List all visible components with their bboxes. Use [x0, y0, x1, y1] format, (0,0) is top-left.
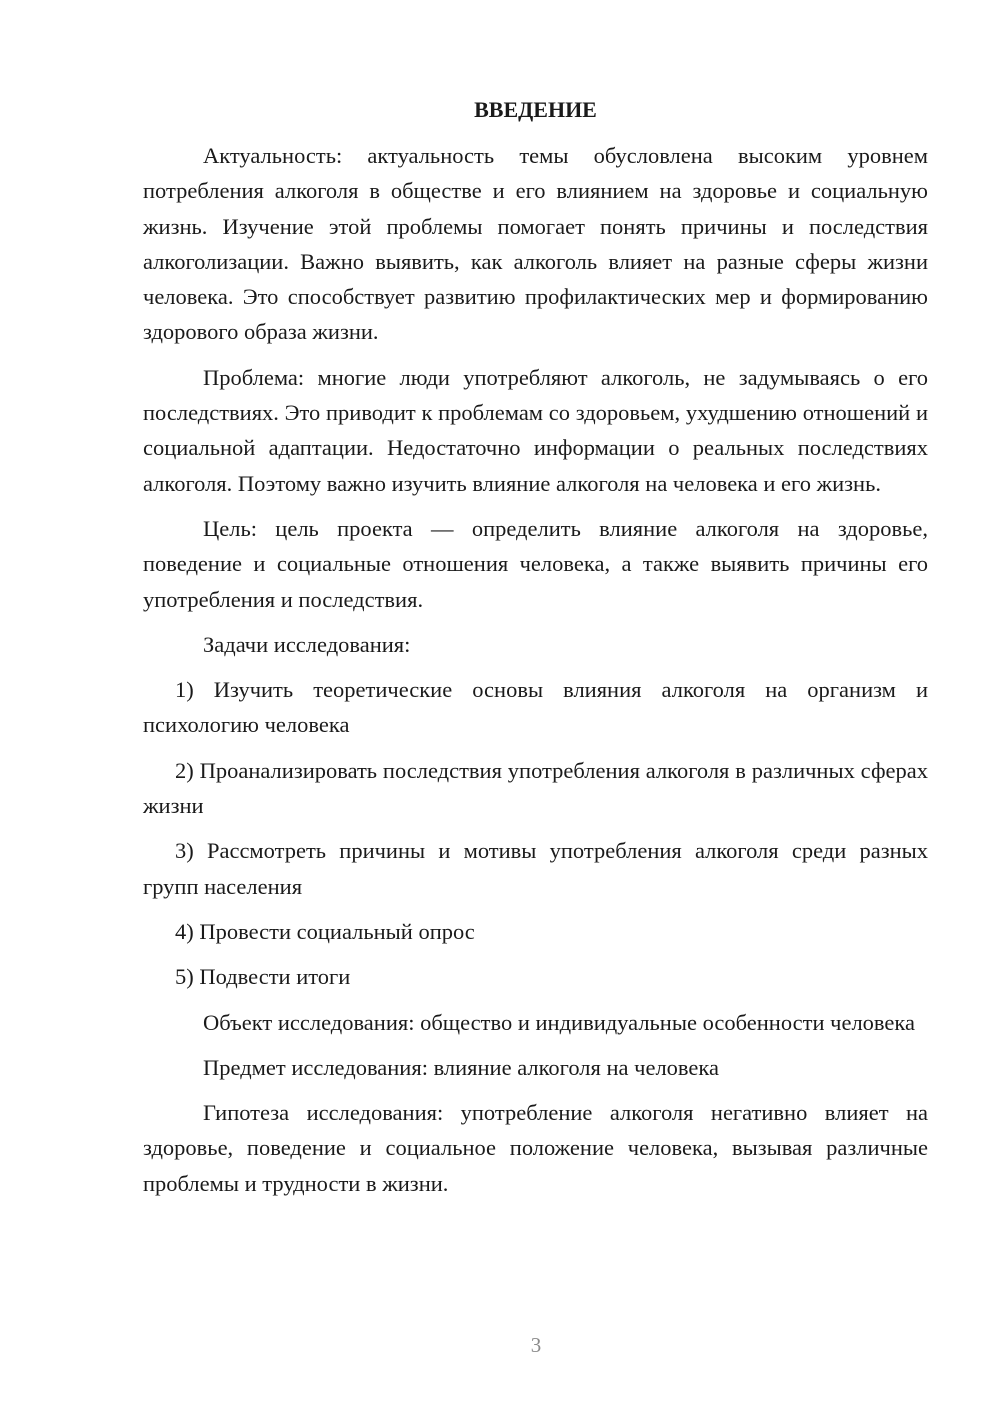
task-item: 2) Проанализировать последствия употребления алкоголя в различных сферах жизни — [143, 757, 928, 819]
page-number: 3 — [530, 1333, 542, 1357]
relevance-paragraph: Актуальность: актуальность темы обусловлена высоким уровнем потребления алкоголя в обществе и его влиянием на здоровье и социальную жизнь. Изучение этой проблемы помогает понять причины и последствия алкоголизации. Важно выявить, как алкоголь влияет на разные сферы жизни человека. Это способствует развитию профилактических мер и формированию здорового образа жизни. — [143, 143, 928, 345]
task-item: 5) Подвести итоги — [175, 964, 351, 990]
task-item: 4) Провести социальный опрос — [175, 918, 475, 944]
problem-paragraph: Проблема: многие люди употребляют алкоголь, не задумываясь о его последствиях. Это приводит к проблемам со здоровьем, ухудшению отношений и социальной адаптации. Недостаточно информации о реальных последствиях алкоголя. Поэтому важно изучить влияние алкоголя на человека и его жизнь. — [143, 364, 928, 496]
page-title: ВВЕДЕНИЕ — [474, 97, 597, 122]
document-body — [143, 94, 928, 1211]
tasks-heading: Задачи исследования: — [203, 631, 411, 657]
object-paragraph: Объект исследования: общество и индивидуальные особенности человека — [203, 1009, 915, 1035]
task-item: 3) Рассмотреть причины и мотивы употребления алкоголя среди разных групп населения — [143, 838, 928, 899]
goal-paragraph: Цель: цель проекта — определить влияние алкоголя на здоровье, поведение и социальные отношения человека, а также выявить причины его употребления и последствия. — [143, 515, 928, 612]
subject-paragraph: Предмет исследования: влияние алкоголя на человека — [203, 1054, 719, 1080]
task-item: 1) Изучить теоретические основы влияния алкоголя на организм и психологию человека — [143, 677, 928, 738]
hypothesis-paragraph: Гипотеза исследования: употребление алкоголя негативно влияет на здоровье, поведение и социальное положение человека, вызывая различные проблемы и трудности в жизни. — [143, 1100, 928, 1196]
